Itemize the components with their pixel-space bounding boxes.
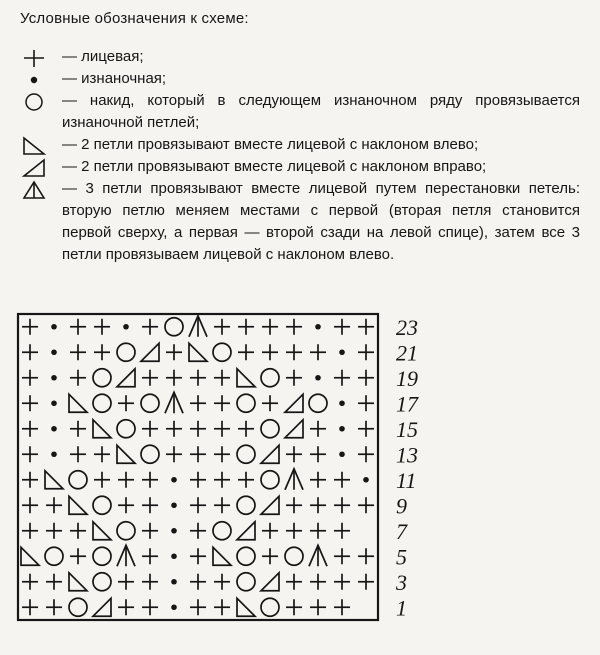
yarn-over-stitch (93, 369, 111, 387)
knit-stitch (262, 548, 278, 564)
purl-stitch (339, 349, 345, 355)
knit-stitch (22, 421, 38, 437)
knit-stitch (70, 344, 86, 360)
knit-stitch (262, 523, 278, 539)
purl-stitch (363, 477, 369, 483)
knit-stitch (166, 421, 182, 437)
legend-item-knit (18, 46, 580, 68)
k3tog-stitch (117, 545, 135, 566)
yarn-over-stitch (69, 471, 87, 489)
knit-stitch (214, 446, 230, 462)
knit-stitch (166, 446, 182, 462)
legend-item-k3tog (18, 178, 580, 266)
knit-stitch (70, 370, 86, 386)
knit-stitch (46, 497, 62, 513)
row-number-label: 5 (396, 544, 407, 570)
knit-stitch (286, 523, 302, 539)
k2tog-left-stitch (69, 573, 87, 591)
row-number-label: 1 (396, 595, 407, 621)
k2tog-left-stitch (69, 394, 87, 412)
row-number-label: 23 (396, 314, 418, 340)
k2tog-right-stitch (261, 573, 279, 591)
k2tog-right-stitch (141, 343, 159, 361)
knit-stitch (46, 599, 62, 615)
knit-stitch (334, 548, 350, 564)
yarn-over-stitch (213, 343, 231, 361)
legend-item-yarn-over (18, 90, 580, 134)
knit-stitch (286, 319, 302, 335)
k3tog-stitch (285, 469, 303, 490)
k2tog-left-stitch (93, 522, 111, 540)
yarn-over-stitch (237, 445, 255, 463)
k3tog-stitch (165, 392, 183, 413)
yarn-over-stitch (93, 394, 111, 412)
knit-stitch (214, 472, 230, 488)
knit-stitch (334, 370, 350, 386)
knit-stitch (286, 370, 302, 386)
purl-stitch (171, 502, 177, 508)
circle-icon (18, 92, 54, 112)
knit-stitch (310, 574, 326, 590)
knit-stitch (214, 574, 230, 590)
knit-stitch (70, 523, 86, 539)
yarn-over-stitch (141, 445, 159, 463)
k2tog-left-stitch (117, 445, 135, 463)
knit-stitch (190, 599, 206, 615)
yarn-over-stitch (261, 369, 279, 387)
knit-stitch (22, 523, 38, 539)
knit-stitch (118, 574, 134, 590)
knit-stitch (94, 319, 110, 335)
yarn-over-stitch (309, 394, 327, 412)
knit-stitch (142, 599, 158, 615)
knit-stitch (94, 446, 110, 462)
knit-stitch (166, 344, 182, 360)
knit-stitch (310, 344, 326, 360)
legend-item-purl (18, 68, 580, 90)
knit-stitch (190, 574, 206, 590)
knit-stitch (94, 344, 110, 360)
yarn-over-stitch (93, 573, 111, 591)
k2tog-right-stitch (261, 445, 279, 463)
purl-stitch (339, 451, 345, 457)
yarn-over-stitch (261, 471, 279, 489)
legend-item-k2tog-right (18, 156, 580, 178)
knit-stitch (142, 523, 158, 539)
yarn-over-stitch (213, 522, 231, 540)
knit-stitch (22, 497, 38, 513)
row-number-label: 7 (396, 518, 407, 544)
k2tog-left-stitch (45, 471, 63, 489)
knit-stitch (310, 523, 326, 539)
k2tog-right-stitch (93, 598, 111, 616)
knit-stitch (214, 370, 230, 386)
knit-stitch (142, 319, 158, 335)
knit-stitch (358, 344, 374, 360)
knit-stitch (22, 574, 38, 590)
knit-stitch (142, 548, 158, 564)
knit-stitch (70, 319, 86, 335)
row-number-label: 9 (396, 493, 407, 519)
page-title: Условные обозначения к схеме: (20, 10, 249, 27)
knit-stitch (310, 446, 326, 462)
row-number-label: 3 (396, 569, 407, 595)
knit-stitch (238, 344, 254, 360)
yarn-over-stitch (165, 318, 183, 336)
knit-stitch (334, 523, 350, 539)
yarn-over-stitch (141, 394, 159, 412)
row-number-label: 15 (396, 416, 418, 442)
row-number-label: 21 (396, 340, 418, 366)
knit-stitch (190, 421, 206, 437)
knit-stitch (94, 472, 110, 488)
knit-stitch (190, 548, 206, 564)
knit-stitch (190, 370, 206, 386)
knit-stitch (358, 574, 374, 590)
k2tog-left-stitch (189, 343, 207, 361)
knit-stitch (142, 497, 158, 513)
knit-stitch (286, 344, 302, 360)
legend-item-k2tog-left (18, 134, 580, 156)
knit-stitch (142, 421, 158, 437)
knit-stitch (238, 319, 254, 335)
row-number-label: 19 (396, 365, 418, 391)
purl-stitch (315, 324, 321, 330)
legend-text: — изнаночная; (62, 70, 167, 87)
legend-text: — 3 петли провязывают вместе лицевой путем перестановки петель: вторую петлю меняем местами с первой (вторая петля становится первой сверху, а первая — второй сзади на левой спице), затем все 3 петли провязываем лицевой с наклоном влево. (62, 180, 580, 263)
knit-stitch (70, 446, 86, 462)
knit-stitch (358, 370, 374, 386)
yarn-over-stitch (237, 547, 255, 565)
purl-stitch (51, 426, 57, 432)
knit-stitch (358, 421, 374, 437)
knit-stitch (334, 574, 350, 590)
chart-svg (12, 310, 452, 632)
k2tog-left-stitch (69, 496, 87, 514)
yarn-over-stitch (117, 343, 135, 361)
right-triangle-icon (18, 158, 54, 178)
knit-stitch (190, 472, 206, 488)
knit-stitch (70, 548, 86, 564)
k2tog-left-stitch (237, 598, 255, 616)
knit-stitch (22, 395, 38, 411)
purl-stitch (51, 400, 57, 406)
knit-stitch (142, 574, 158, 590)
yarn-over-stitch (261, 420, 279, 438)
knit-stitch (70, 421, 86, 437)
purl-stitch (123, 324, 129, 330)
yarn-over-stitch (117, 420, 135, 438)
knit-stitch (334, 319, 350, 335)
k2tog-right-stitch (117, 369, 135, 387)
plus-icon (18, 48, 54, 68)
knit-stitch (118, 395, 134, 411)
k2tog-left-stitch (21, 547, 39, 565)
knit-stitch (286, 599, 302, 615)
left-triangle-icon (18, 136, 54, 156)
knit-stitch (334, 599, 350, 615)
yarn-over-stitch (261, 598, 279, 616)
knit-stitch (22, 344, 38, 360)
row-number-label: 11 (396, 467, 417, 493)
knit-stitch (166, 370, 182, 386)
knit-stitch (262, 395, 278, 411)
yarn-over-stitch (237, 394, 255, 412)
yarn-over-stitch (237, 573, 255, 591)
yarn-over-stitch (69, 598, 87, 616)
legend-text: — накид, который в следующем изнаночном ряду провязывается изнаночной петлей; (62, 92, 580, 131)
knit-stitch (334, 497, 350, 513)
k3tog-stitch (309, 545, 327, 566)
purl-stitch (171, 528, 177, 534)
knit-stitch (238, 472, 254, 488)
k2tog-right-stitch (285, 420, 303, 438)
knit-stitch (310, 472, 326, 488)
knit-stitch (118, 599, 134, 615)
k2tog-right-stitch (237, 522, 255, 540)
knit-stitch (22, 599, 38, 615)
yarn-over-stitch (117, 522, 135, 540)
purl-stitch (51, 375, 57, 381)
purl-stitch (171, 604, 177, 610)
knit-stitch (310, 599, 326, 615)
knit-stitch (334, 472, 350, 488)
knit-stitch (358, 548, 374, 564)
knit-stitch (214, 395, 230, 411)
purl-stitch (51, 349, 57, 355)
legend-text: — лицевая; (62, 48, 144, 65)
yarn-over-stitch (93, 547, 111, 565)
purl-stitch (51, 451, 57, 457)
knit-stitch (238, 421, 254, 437)
knitting-chart (12, 310, 452, 632)
knit-stitch (22, 370, 38, 386)
knit-stitch (214, 421, 230, 437)
knit-stitch (190, 497, 206, 513)
yarn-over-stitch (45, 547, 63, 565)
purl-stitch (171, 579, 177, 585)
knit-stitch (46, 523, 62, 539)
knit-stitch (286, 574, 302, 590)
purl-stitch (51, 324, 57, 330)
yarn-over-stitch (237, 496, 255, 514)
knit-stitch (262, 344, 278, 360)
purl-stitch (339, 426, 345, 432)
purl-stitch (339, 400, 345, 406)
knit-stitch (22, 319, 38, 335)
k3tog-stitch (189, 316, 207, 337)
knit-stitch (310, 421, 326, 437)
knit-stitch (358, 497, 374, 513)
knit-stitch (22, 472, 38, 488)
knit-stitch (286, 446, 302, 462)
knit-stitch (46, 574, 62, 590)
knit-stitch (190, 446, 206, 462)
knit-stitch (190, 523, 206, 539)
knit-stitch (214, 319, 230, 335)
dot-icon (18, 70, 54, 90)
knit-stitch (142, 472, 158, 488)
yarn-over-stitch (285, 547, 303, 565)
knit-stitch (358, 446, 374, 462)
knit-stitch (358, 319, 374, 335)
knit-stitch (310, 497, 326, 513)
knit-stitch (358, 395, 374, 411)
knit-stitch (262, 319, 278, 335)
k2tog-left-stitch (213, 547, 231, 565)
legend (18, 46, 580, 266)
k2tog-right-stitch (285, 394, 303, 412)
purl-stitch (171, 553, 177, 559)
purl-stitch (171, 477, 177, 483)
center-triangle-icon (18, 180, 54, 200)
knit-stitch (118, 472, 134, 488)
knit-stitch (214, 497, 230, 513)
knit-stitch (286, 497, 302, 513)
knit-stitch (190, 395, 206, 411)
purl-stitch (315, 375, 321, 381)
yarn-over-stitch (93, 496, 111, 514)
row-number-label: 17 (396, 391, 418, 417)
legend-text: — 2 петли провязывают вместе лицевой с наклоном влево; (62, 136, 479, 153)
k2tog-left-stitch (237, 369, 255, 387)
knit-stitch (142, 370, 158, 386)
knit-stitch (22, 446, 38, 462)
k2tog-left-stitch (93, 420, 111, 438)
k2tog-right-stitch (261, 496, 279, 514)
knit-stitch (214, 599, 230, 615)
knit-stitch (118, 497, 134, 513)
row-number-label: 13 (396, 442, 418, 468)
legend-text: — 2 петли провязывают вместе лицевой с наклоном вправо; (62, 158, 487, 175)
